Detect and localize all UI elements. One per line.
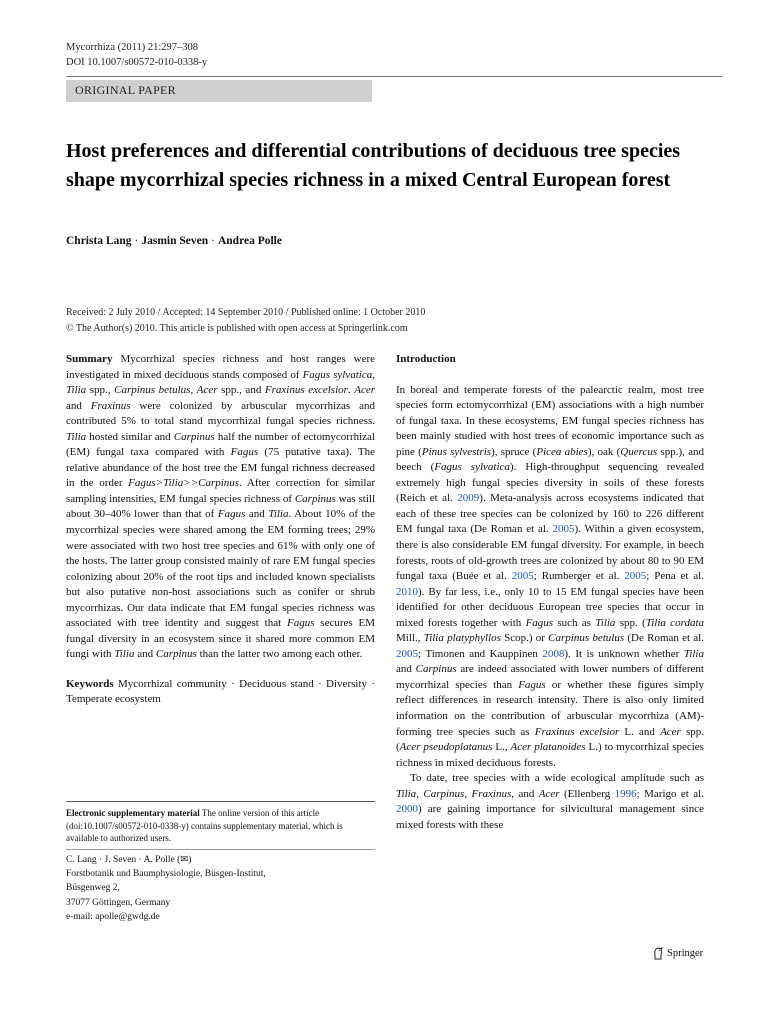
author-initials: C. Lang · J. Seven · A. Polle (✉) xyxy=(66,855,192,865)
email[interactable]: e-mail: apolle@gwdg.de xyxy=(66,911,160,922)
author-separator: · xyxy=(134,235,139,247)
article-type-label: ORIGINAL PAPER xyxy=(75,83,176,97)
journal-citation: Mycorrhiza (2011) 21:297–308 xyxy=(66,42,198,53)
city: 37077 Göttingen, Germany xyxy=(66,897,171,908)
author[interactable]: Christa Lang xyxy=(66,235,132,247)
author[interactable]: Jasmin Seven xyxy=(141,235,209,247)
header-rule xyxy=(66,76,722,77)
summary-paragraph: Summary Mycorrhizal species richness and host ranges were investigated in mixed deciduous stands composed of Fagus sylvatica, Tilia spp., Carpinus betulus, Acer spp., and Fraxinus excelsior. Acer and Fraxinus were colonized by arbuscular mycorrhizas and contributed 5% to total stand mycorrhizal fungal species richness. Tilia hosted similar and Carpinus half the number of ectomycorrhizal (EM) fungal taxa compared with Fagus (75 putative taxa). The relative abundance of the host tree the EM fungal richness decreased in the order Fagus>Tilia>>Carpinus. After correction for similar sampling intensities, EM fungal species richness of Carpinus was still about 30–40% lower than that of Fagus and Tilia. About 10% of the mycorrhizal species were shared among the EM forming trees; 29% were associated with two host tree species and 61% with only one of the hosts. The latter group consisted mainly of rare EM fungal species colonizing about 20% of the root tips and included known specialists but also putative non-host associations such as conifer or shrub mycorrhizas. Our data indicate that EM fungal species richness was associated with tree identity and suggest that Fagus secures EM fungal diversity in an ecosystem since it shared more common EM fungi with Tilia and Carpinus than the latter two among each other. xyxy=(66,353,376,661)
publisher-logo xyxy=(652,947,703,960)
citation-link[interactable]: 2005 xyxy=(511,570,534,583)
springer-horse-icon xyxy=(652,947,664,960)
affiliation-block xyxy=(66,853,375,924)
citation-link[interactable]: 2005 xyxy=(396,647,418,660)
esm-heading: Electronic supplementary material xyxy=(66,808,200,818)
intro-paragraph-1: In boreal and temperate forests of the palearctic realm, most tree species form ectomycorrhizal (EM) associations with a high number of fungal taxa. In these ecosystems, EM fungal species richness has been mainly studied with host trees of economic importance such as pine (Pinus sylvestris), spruce (Picea abies), oak (Quercus spp.), and beech (Fagus sylvatica). High-throughput sequencing revealed extremely high fungal species diversity in soils of these forests (Reich et al. 2009). Meta-analysis across ecosystems indicated that each of these tree species can be colonized by 160 to 226 different EM fungal taxa (De Roman et al. 2005). Within a given ecosystem, there is also considerable EM fungal diversity. For example, in beech forests, roots of old-growth trees are colonized by about 80 to 90 EM fungal taxa (Buée et al. 2005; Rumberger et al. 2005; Pena et al. 2010). By far less, i.e., only 10 to 15 EM fungal species have been identified for other deciduous European tree species that occur in mixed forests together with Fagus such as Tilia spp. (Tilia cordata Mill., Tilia platyphyllos Scop.) or Carpinus betulus (De Roman et al. 2005; Timonen and Kauppinen 2008). It is unknown whether Tilia and Carpinus are indeed associated with lower numbers of different mycorrhizal species than Fagus or whether these figures simply reflect differences in research intensity. There is also only limited information on the contribution of arbuscular mycorrhiza (AM)-forming tree species such as Fraxinus excelsior L. and Acer spp. (Acer pseudoplatanus L., Acer platanoides L.) to mycorrhizal species richness in mixed deciduous forests. xyxy=(396,383,704,769)
institute: Forstbotanik und Baumphysiologie, Büsgen-Institut, xyxy=(66,869,266,880)
copyright-notice: © The Author(s) 2010. This article is published with open access at Springerlink.com xyxy=(66,323,408,334)
summary-heading: Summary xyxy=(66,353,113,365)
affiliation-rule xyxy=(66,849,375,850)
citation-link[interactable]: 2009 xyxy=(457,492,480,505)
keywords-heading: Keywords xyxy=(66,677,114,690)
publication-dates xyxy=(66,305,425,337)
author-separator: · xyxy=(211,235,215,247)
citation-link[interactable]: 2000 xyxy=(396,803,418,816)
citation-link[interactable]: 2005 xyxy=(624,570,647,583)
author-list xyxy=(66,235,282,247)
keywords-paragraph: Keywords Mycorrhizal community · Deciduous stand · Diversity · Temperate ecosystem xyxy=(66,677,375,706)
publisher-name: Springer xyxy=(667,948,704,959)
journal-info xyxy=(66,40,207,70)
citation-link[interactable]: 2008 xyxy=(542,647,565,660)
street: Büsgenweg 2, xyxy=(66,883,120,894)
history-dates: Received: 2 July 2010 / Accepted: 14 September 2010 / Published online: 1 October 2010 xyxy=(66,307,426,318)
author[interactable]: Andrea Polle xyxy=(217,235,282,247)
doi: DOI 10.1007/s00572-010-0338-y xyxy=(66,57,208,68)
citation-link[interactable]: 1996 xyxy=(614,787,637,800)
esm-rule xyxy=(66,801,375,802)
envelope-icon: ✉ xyxy=(180,855,189,865)
citation-link[interactable]: 2005 xyxy=(552,523,575,536)
supplementary-note: Electronic supplementary material The online version of this article (doi:10.1007/s00572-010-0338-y) contains supplementary material, which is available to authorized users. xyxy=(66,808,343,844)
left-column xyxy=(66,352,375,708)
intro-paragraph-2: To date, tree species with a wide ecological amplitude such as Tilia, Carpinus, Fraxinus, and Acer (Ellenberg 1996; Marigo et al. 2000) are gaining importance for silvicultural management since mixed forests with these xyxy=(396,772,704,831)
citation-link[interactable]: 2010 xyxy=(396,585,418,598)
right-column xyxy=(396,352,704,833)
article-type-banner xyxy=(66,80,372,102)
introduction-heading: Introduction xyxy=(396,353,456,365)
article-title: Host preferences and differential contributions of deciduous tree species shape mycorrhizal species richness in a mixed Central European forest xyxy=(66,140,681,191)
